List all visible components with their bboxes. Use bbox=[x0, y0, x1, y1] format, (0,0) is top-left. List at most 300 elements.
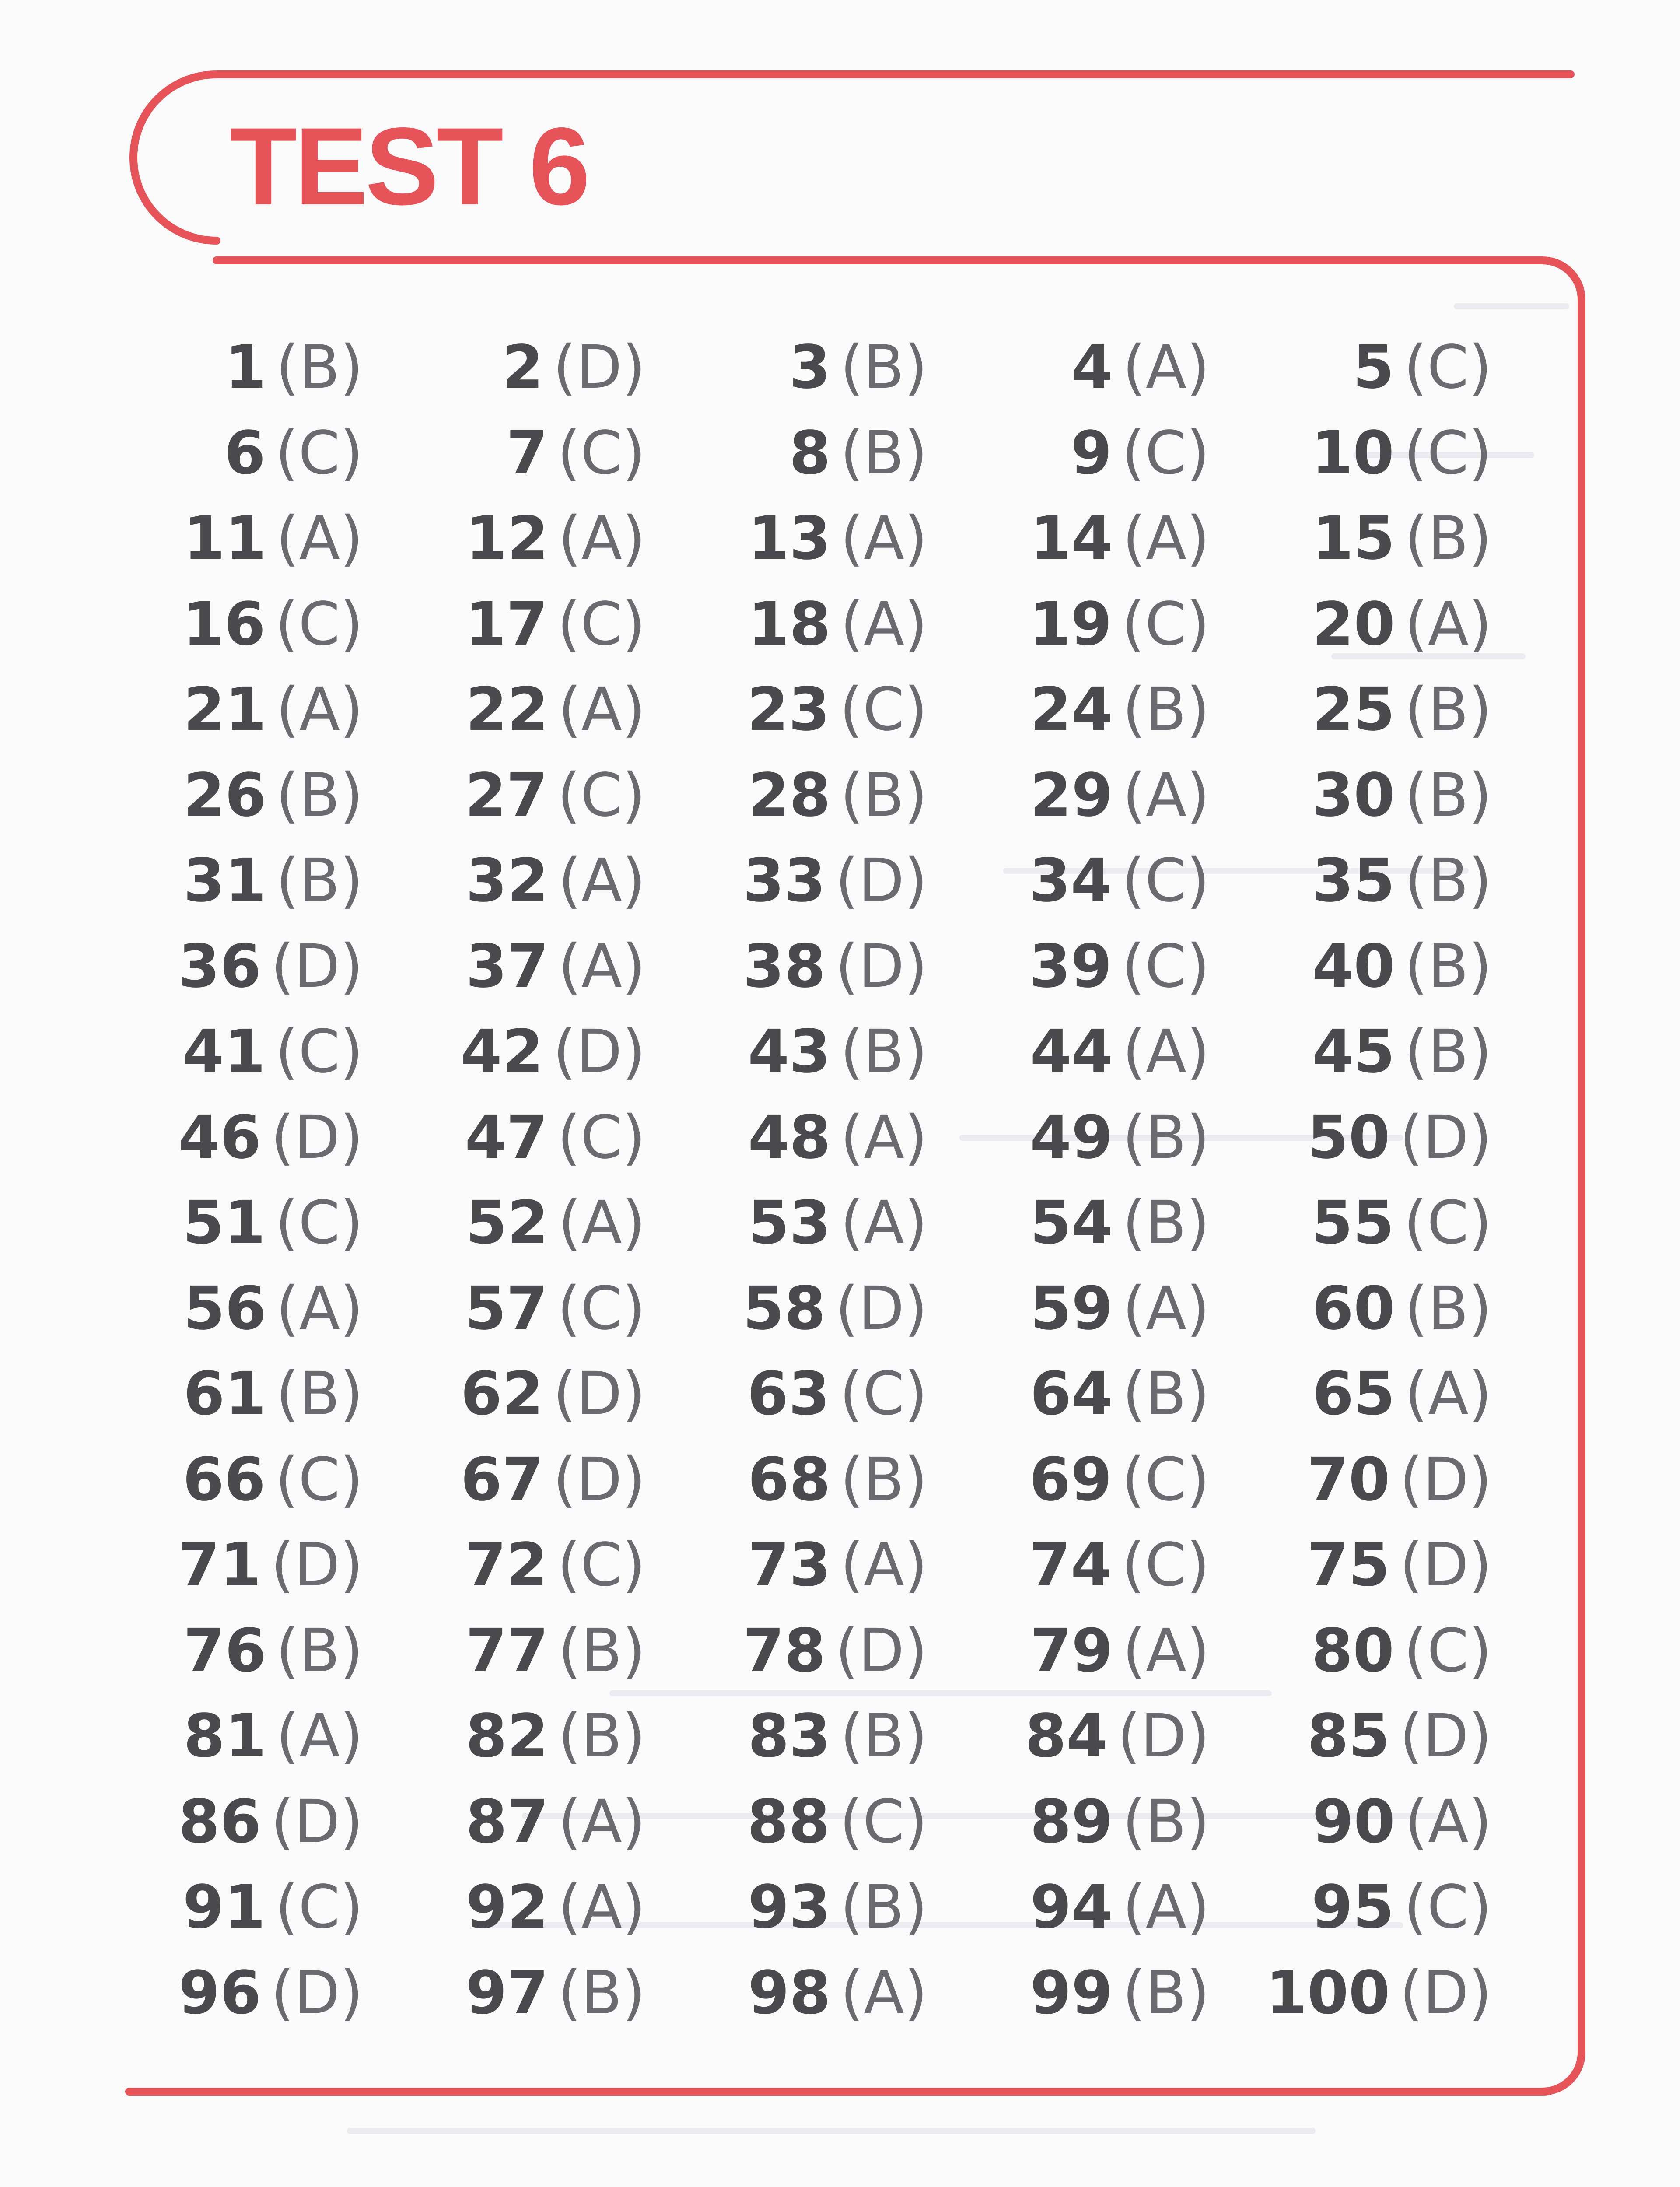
answer-item bbox=[1307, 1701, 1492, 1771]
answer-item bbox=[1030, 1274, 1210, 1344]
question-number: 70 bbox=[1307, 1445, 1390, 1514]
question-number: 40 bbox=[1312, 932, 1395, 1001]
question-number: 71 bbox=[178, 1531, 262, 1600]
answer-option: (C) bbox=[839, 675, 928, 744]
question-number: 24 bbox=[1030, 675, 1113, 744]
question-number: 83 bbox=[748, 1702, 831, 1771]
answer-item bbox=[1312, 1872, 1492, 1942]
answer-option: (A) bbox=[558, 1787, 645, 1857]
question-number: 85 bbox=[1307, 1702, 1390, 1771]
answer-option: (B) bbox=[840, 1873, 928, 1942]
question-number: 29 bbox=[1030, 761, 1113, 830]
answer-item bbox=[789, 418, 928, 488]
question-number: 60 bbox=[1312, 1274, 1395, 1343]
question-number: 78 bbox=[742, 1616, 826, 1686]
question-number: 45 bbox=[1312, 1017, 1395, 1086]
question-number: 26 bbox=[183, 761, 266, 830]
answer-item bbox=[1071, 333, 1210, 403]
answer-item bbox=[502, 333, 645, 403]
answer-option: (B) bbox=[276, 1360, 363, 1429]
answer-item bbox=[1025, 1701, 1210, 1771]
answer-option: (C) bbox=[275, 1873, 363, 1942]
question-number: 49 bbox=[1030, 1103, 1113, 1172]
answer-item bbox=[748, 1017, 928, 1087]
answer-item bbox=[466, 504, 645, 574]
answer-option: (C) bbox=[1404, 1188, 1492, 1258]
question-number: 57 bbox=[465, 1274, 548, 1343]
question-number: 58 bbox=[742, 1274, 826, 1343]
answer-item bbox=[1029, 589, 1210, 659]
question-number: 48 bbox=[748, 1103, 831, 1172]
answer-option: (A) bbox=[558, 1873, 645, 1942]
question-number: 56 bbox=[183, 1274, 266, 1343]
question-number: 94 bbox=[1030, 1873, 1113, 1942]
answer-item bbox=[1029, 1445, 1210, 1515]
answer-option: (C) bbox=[1404, 1873, 1492, 1942]
answer-item bbox=[183, 1616, 363, 1686]
answer-option: (A) bbox=[1404, 1787, 1492, 1857]
question-number: 89 bbox=[1030, 1787, 1113, 1857]
question-number: 65 bbox=[1312, 1360, 1395, 1429]
question-number: 99 bbox=[1030, 1958, 1113, 2028]
answer-option: (C) bbox=[1404, 1616, 1492, 1686]
question-number: 36 bbox=[178, 932, 262, 1001]
answer-option: (B) bbox=[1122, 1103, 1210, 1172]
answer-item bbox=[748, 1701, 928, 1771]
question-number: 66 bbox=[182, 1445, 266, 1514]
answer-option: (A) bbox=[840, 1531, 928, 1600]
answer-option: (B) bbox=[1404, 504, 1492, 573]
answer-item bbox=[184, 1701, 363, 1771]
answer-item bbox=[1030, 761, 1210, 831]
answer-item bbox=[747, 675, 928, 745]
answer-option: (B) bbox=[1404, 675, 1492, 744]
answer-item bbox=[743, 932, 928, 1002]
question-number: 16 bbox=[182, 589, 266, 659]
answer-option: (D) bbox=[1400, 1702, 1492, 1771]
question-number: 25 bbox=[1312, 675, 1395, 744]
question-number: 44 bbox=[1030, 1017, 1113, 1086]
answer-item bbox=[184, 504, 363, 574]
answer-option: (D) bbox=[271, 932, 363, 1001]
question-number: 80 bbox=[1311, 1616, 1394, 1686]
question-number: 17 bbox=[465, 589, 548, 659]
answer-item bbox=[1312, 675, 1492, 745]
answer-item bbox=[466, 1188, 645, 1258]
answer-item bbox=[1312, 1359, 1492, 1429]
answer-option: (A) bbox=[1404, 1360, 1492, 1429]
question-number: 84 bbox=[1025, 1702, 1108, 1771]
answer-option: (B) bbox=[1404, 846, 1492, 915]
answer-option: (A) bbox=[1122, 761, 1210, 830]
question-number: 30 bbox=[1312, 761, 1395, 830]
answer-option: (D) bbox=[1400, 1958, 1492, 2028]
answer-item bbox=[1030, 1616, 1210, 1686]
answer-option: (B) bbox=[558, 1702, 645, 1771]
answer-item bbox=[1307, 1530, 1492, 1600]
question-number: 46 bbox=[178, 1103, 262, 1172]
question-number: 63 bbox=[747, 1360, 830, 1429]
answer-item bbox=[748, 1445, 928, 1515]
answer-option: (B) bbox=[1404, 761, 1492, 830]
question-number: 23 bbox=[747, 675, 830, 744]
answer-option: (B) bbox=[276, 1616, 363, 1686]
answer-item bbox=[1312, 1274, 1492, 1344]
answer-option: (A) bbox=[1122, 1274, 1210, 1343]
answer-item bbox=[1312, 1188, 1492, 1258]
answer-option: (B) bbox=[840, 418, 928, 488]
answer-item bbox=[465, 1274, 645, 1344]
question-number: 88 bbox=[747, 1787, 830, 1857]
question-number: 12 bbox=[466, 504, 549, 573]
answer-item bbox=[1266, 1958, 1492, 2028]
question-number: 92 bbox=[466, 1873, 549, 1942]
question-number: 31 bbox=[183, 846, 266, 915]
answer-item bbox=[184, 675, 363, 745]
answer-item bbox=[466, 932, 645, 1002]
answer-option: (C) bbox=[1121, 1531, 1210, 1600]
answer-item bbox=[224, 418, 363, 488]
answer-option: (D) bbox=[271, 1958, 363, 2028]
question-number: 6 bbox=[224, 418, 266, 488]
question-number: 19 bbox=[1029, 589, 1112, 659]
question-number: 8 bbox=[789, 418, 831, 488]
answer-item bbox=[465, 1103, 645, 1173]
answer-option: (B) bbox=[1122, 1188, 1210, 1258]
answer-option: (D) bbox=[271, 1531, 363, 1600]
question-number: 55 bbox=[1311, 1188, 1394, 1258]
answer-option: (D) bbox=[553, 333, 645, 402]
answer-option: (C) bbox=[1121, 846, 1210, 915]
answer-option: (A) bbox=[840, 1958, 928, 2028]
answer-option: (C) bbox=[275, 1017, 363, 1086]
question-number: 11 bbox=[183, 504, 266, 573]
question-number: 7 bbox=[506, 418, 548, 488]
answer-option: (B) bbox=[276, 761, 363, 830]
answer-item bbox=[1312, 1616, 1492, 1686]
answer-option: (A) bbox=[558, 1188, 645, 1258]
answer-item bbox=[748, 1530, 928, 1600]
answer-item bbox=[743, 846, 928, 916]
question-number: 14 bbox=[1030, 504, 1113, 573]
answer-item bbox=[178, 932, 363, 1002]
answer-option: (B) bbox=[1404, 932, 1492, 1001]
answer-option: (B) bbox=[1122, 1360, 1210, 1429]
answer-item bbox=[466, 846, 645, 916]
question-number: 62 bbox=[460, 1360, 544, 1429]
answer-item bbox=[743, 1616, 928, 1686]
answer-item bbox=[466, 1872, 645, 1942]
answer-item bbox=[1029, 1530, 1210, 1600]
answer-option: (D) bbox=[835, 846, 928, 915]
answer-item bbox=[1312, 1017, 1492, 1087]
question-number: 97 bbox=[466, 1958, 549, 2028]
answer-item bbox=[183, 1188, 363, 1258]
question-number: 67 bbox=[460, 1445, 544, 1514]
answer-item bbox=[748, 1872, 928, 1942]
question-number: 93 bbox=[748, 1873, 831, 1942]
answer-option: (C) bbox=[557, 589, 645, 659]
answer-item bbox=[747, 1787, 928, 1857]
answer-item bbox=[225, 333, 363, 403]
answer-option: (C) bbox=[275, 1445, 363, 1514]
answer-item bbox=[748, 761, 928, 831]
answer-item bbox=[1312, 932, 1492, 1002]
question-number: 28 bbox=[748, 761, 831, 830]
answer-item bbox=[1029, 846, 1210, 916]
answer-option: (A) bbox=[276, 504, 363, 573]
question-number: 20 bbox=[1312, 589, 1395, 659]
question-number: 9 bbox=[1071, 418, 1112, 488]
question-number: 18 bbox=[748, 589, 831, 659]
answer-option: (C) bbox=[557, 418, 645, 488]
answer-item bbox=[466, 1787, 645, 1857]
answer-option: (C) bbox=[1404, 418, 1492, 488]
question-number: 33 bbox=[742, 846, 826, 915]
answer-item bbox=[184, 1274, 363, 1344]
answer-item bbox=[1030, 1188, 1210, 1258]
answer-item bbox=[465, 761, 645, 831]
answer-option: (D) bbox=[835, 932, 928, 1001]
page-title: TEST 6 bbox=[230, 105, 588, 228]
answer-item bbox=[465, 589, 645, 659]
answer-option: (A) bbox=[558, 675, 645, 744]
question-number: 50 bbox=[1307, 1103, 1390, 1172]
answer-item bbox=[506, 418, 645, 488]
question-number: 100 bbox=[1266, 1958, 1390, 2028]
answer-item bbox=[747, 1359, 928, 1429]
question-number: 41 bbox=[182, 1017, 266, 1086]
question-number: 2 bbox=[502, 333, 544, 402]
answer-option: (A) bbox=[276, 1274, 363, 1343]
question-number: 32 bbox=[466, 846, 549, 915]
answer-item bbox=[183, 846, 363, 916]
answer-option: (A) bbox=[840, 1103, 928, 1172]
question-number: 38 bbox=[742, 932, 826, 1001]
question-number: 98 bbox=[748, 1958, 831, 2028]
answer-option: (D) bbox=[1400, 1103, 1492, 1172]
question-number: 53 bbox=[748, 1188, 831, 1258]
question-number: 22 bbox=[466, 675, 549, 744]
answer-option: (C) bbox=[557, 1103, 645, 1172]
answer-option: (D) bbox=[835, 1616, 928, 1686]
answer-option: (C) bbox=[275, 589, 363, 659]
question-number: 95 bbox=[1311, 1873, 1394, 1942]
answer-option: (B) bbox=[1404, 1274, 1492, 1343]
answer-item bbox=[1353, 333, 1492, 403]
answer-item bbox=[178, 1787, 363, 1857]
answer-item bbox=[183, 761, 363, 831]
answer-item bbox=[1307, 1103, 1492, 1173]
question-number: 47 bbox=[465, 1103, 548, 1172]
question-number: 87 bbox=[466, 1787, 549, 1857]
question-number: 54 bbox=[1030, 1188, 1113, 1258]
question-number: 3 bbox=[789, 333, 831, 402]
answer-item bbox=[748, 504, 928, 574]
question-number: 59 bbox=[1030, 1274, 1113, 1343]
question-number: 76 bbox=[183, 1616, 266, 1686]
question-number: 69 bbox=[1029, 1445, 1112, 1514]
question-number: 1 bbox=[224, 333, 266, 402]
answer-option: (A) bbox=[1122, 1017, 1210, 1086]
answer-item bbox=[183, 589, 363, 659]
question-number: 35 bbox=[1312, 846, 1395, 915]
answer-option: (C) bbox=[1404, 333, 1492, 402]
answer-item bbox=[1312, 589, 1492, 659]
answer-item bbox=[1312, 846, 1492, 916]
question-number: 82 bbox=[466, 1702, 549, 1771]
answer-option: (A) bbox=[276, 1702, 363, 1771]
question-number: 96 bbox=[178, 1958, 262, 2028]
answer-item bbox=[465, 1530, 645, 1600]
answer-option: (C) bbox=[839, 1787, 928, 1857]
answer-option: (A) bbox=[558, 504, 645, 573]
answer-item bbox=[461, 1017, 645, 1087]
answer-option: (A) bbox=[1122, 504, 1210, 573]
question-number: 51 bbox=[182, 1188, 266, 1258]
answer-option: (B) bbox=[1122, 1787, 1210, 1857]
question-number: 90 bbox=[1312, 1787, 1395, 1857]
answer-option: (C) bbox=[275, 1188, 363, 1258]
question-number: 79 bbox=[1030, 1616, 1113, 1686]
answer-option: (C) bbox=[839, 1360, 928, 1429]
answer-item bbox=[748, 1103, 928, 1173]
answer-option: (D) bbox=[553, 1017, 645, 1086]
answer-option: (A) bbox=[1122, 1873, 1210, 1942]
answer-option: (B) bbox=[840, 761, 928, 830]
answer-option: (B) bbox=[840, 333, 928, 402]
answer-option: (B) bbox=[1122, 675, 1210, 744]
answer-item bbox=[183, 1017, 363, 1087]
answer-item bbox=[178, 1958, 363, 2028]
answer-item bbox=[1030, 1359, 1210, 1429]
question-number: 13 bbox=[748, 504, 831, 573]
answer-item bbox=[743, 1274, 928, 1344]
answer-option: (B) bbox=[276, 846, 363, 915]
answer-option: (B) bbox=[1404, 1017, 1492, 1086]
answer-option: (A) bbox=[1122, 333, 1210, 402]
question-number: 91 bbox=[182, 1873, 266, 1942]
answer-item bbox=[1030, 1103, 1210, 1173]
answer-option: (D) bbox=[1117, 1702, 1210, 1771]
answer-item bbox=[466, 675, 645, 745]
question-number: 4 bbox=[1071, 333, 1113, 402]
answer-item bbox=[748, 1188, 928, 1258]
question-number: 52 bbox=[466, 1188, 549, 1258]
answer-option: (A) bbox=[840, 504, 928, 573]
answer-option: (A) bbox=[1404, 589, 1492, 659]
answer-option: (D) bbox=[553, 1360, 645, 1429]
answer-item bbox=[1030, 1958, 1210, 2028]
answer-option: (D) bbox=[1400, 1531, 1492, 1600]
answer-item bbox=[1312, 418, 1492, 488]
question-number: 39 bbox=[1029, 932, 1112, 1001]
question-number: 42 bbox=[460, 1017, 544, 1086]
question-number: 10 bbox=[1311, 418, 1394, 488]
answer-item bbox=[183, 1359, 363, 1429]
answer-option: (B) bbox=[1122, 1958, 1210, 2028]
answer-option: (D) bbox=[835, 1274, 928, 1343]
answer-item bbox=[1071, 418, 1210, 488]
question-number: 72 bbox=[465, 1531, 548, 1600]
answer-item bbox=[1307, 1445, 1492, 1515]
answer-item bbox=[1312, 504, 1492, 574]
answer-item bbox=[183, 1445, 363, 1515]
answer-option: (D) bbox=[553, 1445, 645, 1514]
answer-item bbox=[1030, 675, 1210, 745]
question-number: 68 bbox=[748, 1445, 831, 1514]
answer-item bbox=[748, 589, 928, 659]
answer-item bbox=[1029, 932, 1210, 1002]
question-number: 86 bbox=[178, 1787, 262, 1857]
answer-option: (A) bbox=[840, 589, 928, 659]
answer-option: (C) bbox=[1121, 1445, 1210, 1514]
answer-item bbox=[461, 1445, 645, 1515]
answer-option: (B) bbox=[840, 1702, 928, 1771]
answer-option: (D) bbox=[271, 1787, 363, 1857]
question-number: 74 bbox=[1029, 1531, 1112, 1600]
answer-option: (A) bbox=[840, 1188, 928, 1258]
answer-option: (A) bbox=[558, 846, 645, 915]
answer-option: (B) bbox=[840, 1445, 928, 1514]
answer-item bbox=[461, 1359, 645, 1429]
answer-option: (D) bbox=[1400, 1445, 1492, 1514]
question-number: 73 bbox=[748, 1531, 831, 1600]
question-number: 37 bbox=[466, 932, 549, 1001]
answer-option: (A) bbox=[558, 932, 645, 1001]
question-number: 61 bbox=[183, 1360, 266, 1429]
answer-item bbox=[178, 1103, 363, 1173]
answer-option: (B) bbox=[276, 333, 363, 402]
answer-item bbox=[466, 1616, 645, 1686]
answer-option: (A) bbox=[276, 675, 363, 744]
answer-item bbox=[1030, 1872, 1210, 1942]
question-number: 15 bbox=[1312, 504, 1395, 573]
answer-item bbox=[178, 1530, 363, 1600]
question-number: 21 bbox=[183, 675, 266, 744]
answer-option: (C) bbox=[557, 761, 645, 830]
question-number: 75 bbox=[1307, 1531, 1390, 1600]
answer-item bbox=[1030, 1787, 1210, 1857]
question-number: 64 bbox=[1030, 1360, 1113, 1429]
answer-item bbox=[1030, 504, 1210, 574]
question-number: 77 bbox=[466, 1616, 549, 1686]
answer-option: (C) bbox=[1121, 418, 1210, 488]
answer-option: (C) bbox=[557, 1274, 645, 1343]
answer-option: (B) bbox=[840, 1017, 928, 1086]
question-number: 43 bbox=[748, 1017, 831, 1086]
question-number: 27 bbox=[465, 761, 548, 830]
answer-option: (B) bbox=[558, 1958, 645, 2028]
answer-item bbox=[748, 1958, 928, 2028]
answer-option: (C) bbox=[1121, 589, 1210, 659]
question-number: 5 bbox=[1353, 333, 1394, 402]
answer-option: (C) bbox=[557, 1531, 645, 1600]
answer-option: (C) bbox=[1121, 932, 1210, 1001]
answer-item bbox=[789, 333, 928, 403]
question-number: 81 bbox=[183, 1702, 266, 1771]
answer-option: (A) bbox=[1122, 1616, 1210, 1686]
answer-item bbox=[466, 1958, 645, 2028]
question-number: 34 bbox=[1029, 846, 1112, 915]
answer-option: (B) bbox=[558, 1616, 645, 1686]
answer-item bbox=[466, 1701, 645, 1771]
answer-item bbox=[1030, 1017, 1210, 1087]
answer-option: (D) bbox=[271, 1103, 363, 1172]
answer-item bbox=[183, 1872, 363, 1942]
answer-item bbox=[1312, 761, 1492, 831]
answer-option: (C) bbox=[275, 418, 363, 488]
